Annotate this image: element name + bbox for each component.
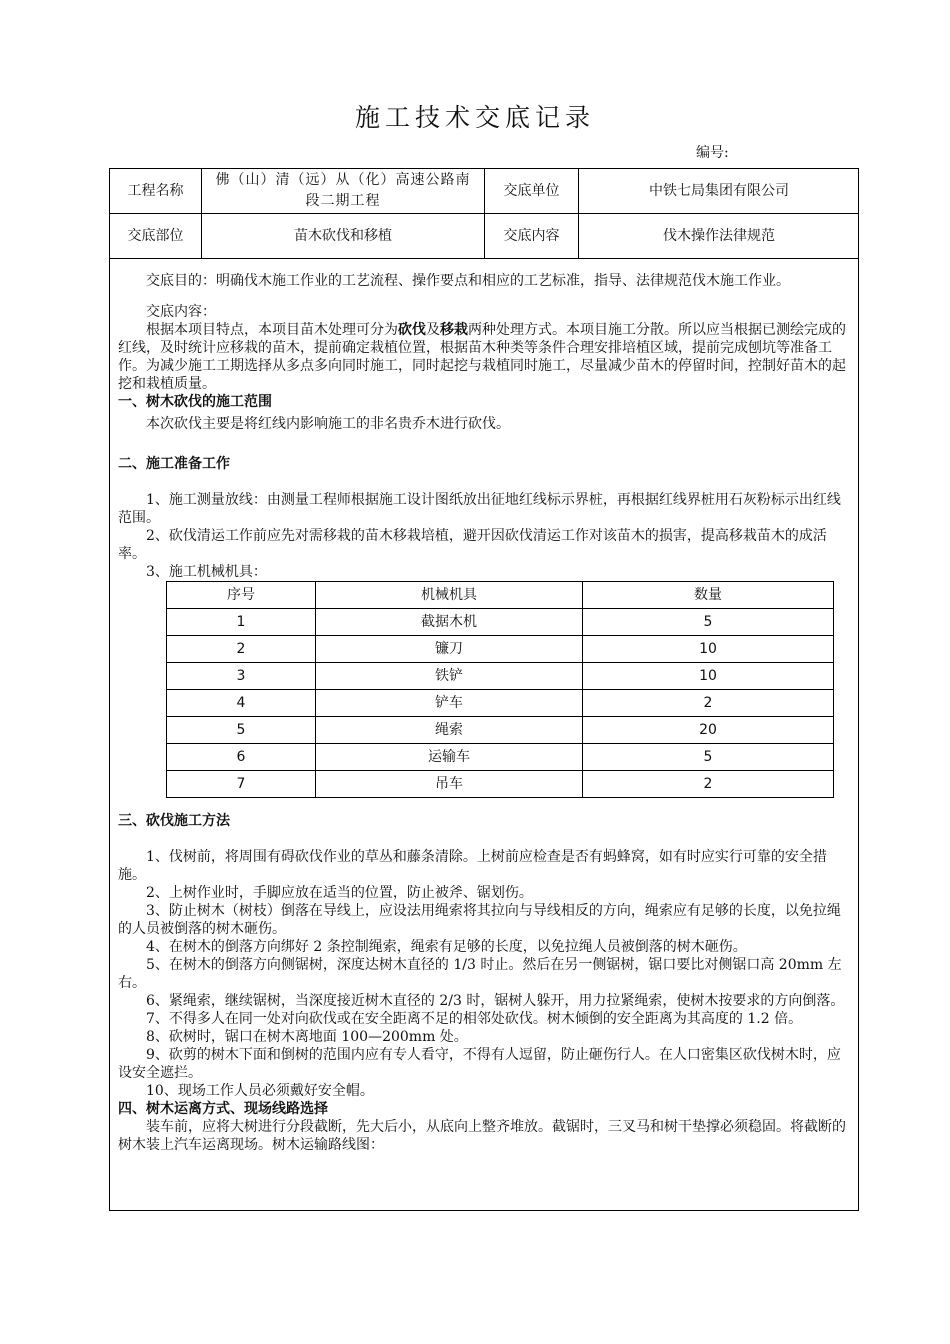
table-cell: 镰刀 — [316, 636, 583, 663]
section-3-item: 8、砍树时，锯口在树木离地面 100—200mm 处。 — [146, 1029, 468, 1045]
table-header-cell: 机械机具 — [316, 582, 583, 609]
table-row — [167, 717, 834, 744]
table-cell: 10 — [583, 663, 834, 690]
machinery-table — [166, 581, 834, 798]
table-cell: 10 — [583, 636, 834, 663]
intro-keyword-fell: 砍伐 — [398, 322, 426, 338]
table-row — [167, 636, 834, 663]
section-2-item: 2、砍伐清运工作前应先对需移栽的苗木移栽培植，避开因砍伐清运工作对该苗木的损害，提高移栽苗木的成活率。 — [118, 528, 827, 562]
purpose-text: 交底目的：明确伐木施工作业的工艺流程、操作要点和相应的工艺标准，指导、法律规范伐木施工作业。 — [146, 273, 790, 289]
table-row — [167, 690, 834, 717]
section-4-text: 装车前，应将大树进行分段截断，先大后小，从底向上整齐堆放。截锯时，三叉马和树干垫撑必须稳固。将截断的树木装上汽车运离现场。树木运输路线图： — [118, 1119, 846, 1153]
table-row — [167, 771, 834, 798]
table-cell: 2 — [167, 636, 316, 663]
disclosure-unit-label: 交底单位 — [485, 169, 579, 214]
table-cell: 5 — [167, 717, 316, 744]
table-row — [167, 744, 834, 771]
table-cell: 5 — [583, 609, 834, 636]
table-cell: 20 — [583, 717, 834, 744]
disclosure-content-label: 交底内容 — [485, 214, 579, 259]
record-form — [109, 168, 859, 1211]
section-4-title: 四、树木运离方式、现场线路选择 — [118, 1101, 328, 1117]
table-cell: 吊车 — [316, 771, 583, 798]
section-3-item: 4、在树木的倒落方向绑好 2 条控制绳索，绳索有足够的长度，以免拉绳人员被倒落的树木砸伤。 — [146, 939, 747, 955]
disclosure-unit-value: 中铁七局集团有限公司 — [579, 169, 859, 214]
table-row — [167, 609, 834, 636]
section-3-item: 10、现场工作人员必须戴好安全帽。 — [146, 1083, 374, 1099]
section-2-title: 二、施工准备工作 — [118, 456, 230, 472]
table-cell: 运输车 — [316, 744, 583, 771]
table-cell: 2 — [583, 690, 834, 717]
section-3-item: 2、上树作业时，手脚应放在适当的位置，防止被斧、锯划伤。 — [146, 885, 533, 901]
table-cell: 2 — [583, 771, 834, 798]
project-name-label: 工程名称 — [110, 169, 202, 214]
table-cell: 5 — [583, 744, 834, 771]
intro-paragraph — [118, 321, 851, 393]
section-3-item: 1、伐树前，将周围有碍砍伐作业的草丛和藤条清除。上树前应检查是否有蚂蜂窝，如有时应实行可靠的安全措施。 — [118, 849, 827, 883]
content-label: 交底内容： — [146, 304, 216, 320]
table-header-row — [167, 582, 834, 609]
intro-text-a: 根据本项目特点，本项目苗木处理可分为 — [146, 322, 398, 338]
table-cell: 绳索 — [316, 717, 583, 744]
section-1-title: 一、树木砍伐的施工范围 — [118, 394, 272, 410]
table-cell: 7 — [167, 771, 316, 798]
section-2-item: 1、施工测量放线：由测量工程师根据施工设计图纸放出征地红线标示界桩，再根据红线界桩用石灰粉标示出红线范围。 — [118, 492, 841, 526]
table-cell: 铲车 — [316, 690, 583, 717]
document-title: 施工技术交底记录 — [354, 103, 595, 132]
table-cell: 铁铲 — [316, 663, 583, 690]
disclosure-part-value: 苗木砍伐和移植 — [202, 214, 485, 259]
disclosure-content-value: 伐木操作法律规范 — [579, 214, 859, 259]
section-3-item: 7、不得多人在同一处对向砍伐或在安全距离不足的相邻处砍伐。树木倾倒的安全距离为其高度的 1.2 倍。 — [146, 1011, 803, 1027]
section-3-item: 3、防止树木（树枝）倒落在导线上，应设法用绳索将其拉向与导线相反的方向，绳索应有足够的长度，以免拉绳的人员被倒落的树木砸伤。 — [118, 903, 841, 937]
section-1-text: 本次砍伐主要是将红线内影响施工的非名贵乔木进行砍伐。 — [146, 416, 510, 432]
table-cell: 6 — [167, 744, 316, 771]
table-row — [167, 663, 834, 690]
table-cell: 1 — [167, 609, 316, 636]
section-2-item: 3、施工机械机具： — [146, 564, 267, 580]
section-3-item: 9、砍剪的树木下面和倒树的范围内应有专人看守，不得有人逗留，防止砸伤行人。在人口密集区砍伐树木时，应设安全遮拦。 — [118, 1047, 841, 1081]
section-3-title: 三、砍伐施工方法 — [118, 813, 230, 829]
section-3-item: 5、在树木的倒落方向侧锯树，深度达树木直径的 1/3 时止。然后在另一侧锯树，锯口要比对侧锯口高 20mm 左右。 — [118, 957, 842, 991]
disclosure-body — [118, 259, 851, 1154]
table-header-cell: 序号 — [167, 582, 316, 609]
table-cell: 3 — [167, 663, 316, 690]
disclosure-part-label: 交底部位 — [110, 214, 202, 259]
table-header-cell: 数量 — [583, 582, 834, 609]
intro-keyword-transplant: 移栽 — [440, 322, 468, 338]
section-3-item: 6、紧绳索，继续锯树，当深度接近树木直径的 2/3 时，锯树人躲开，用力拉紧绳索，使树木按要求的方向倒落。 — [146, 993, 845, 1009]
project-name-value: 佛（山）清（远）从（化）高速公路南段二期工程 — [202, 169, 485, 214]
intro-text-d: 两种处理方式。本项目施工分散。所以应当根据已测绘完成的红线，及时统计应移栽的苗木，提前确定栽植位置，根据苗木种类等条件合理安排培植区域，提前完成刨坑等准备工作。为减少施工工期选择从多点多向同时施工，同时起挖与栽植同时施工，尽量减少苗木的停留时间，控制好苗木的起挖和栽植质量。 — [118, 322, 846, 392]
table-cell: 截据木机 — [316, 609, 583, 636]
document-number-label: 编号: — [696, 145, 729, 161]
intro-text-c: 及 — [426, 322, 440, 338]
table-cell: 4 — [167, 690, 316, 717]
